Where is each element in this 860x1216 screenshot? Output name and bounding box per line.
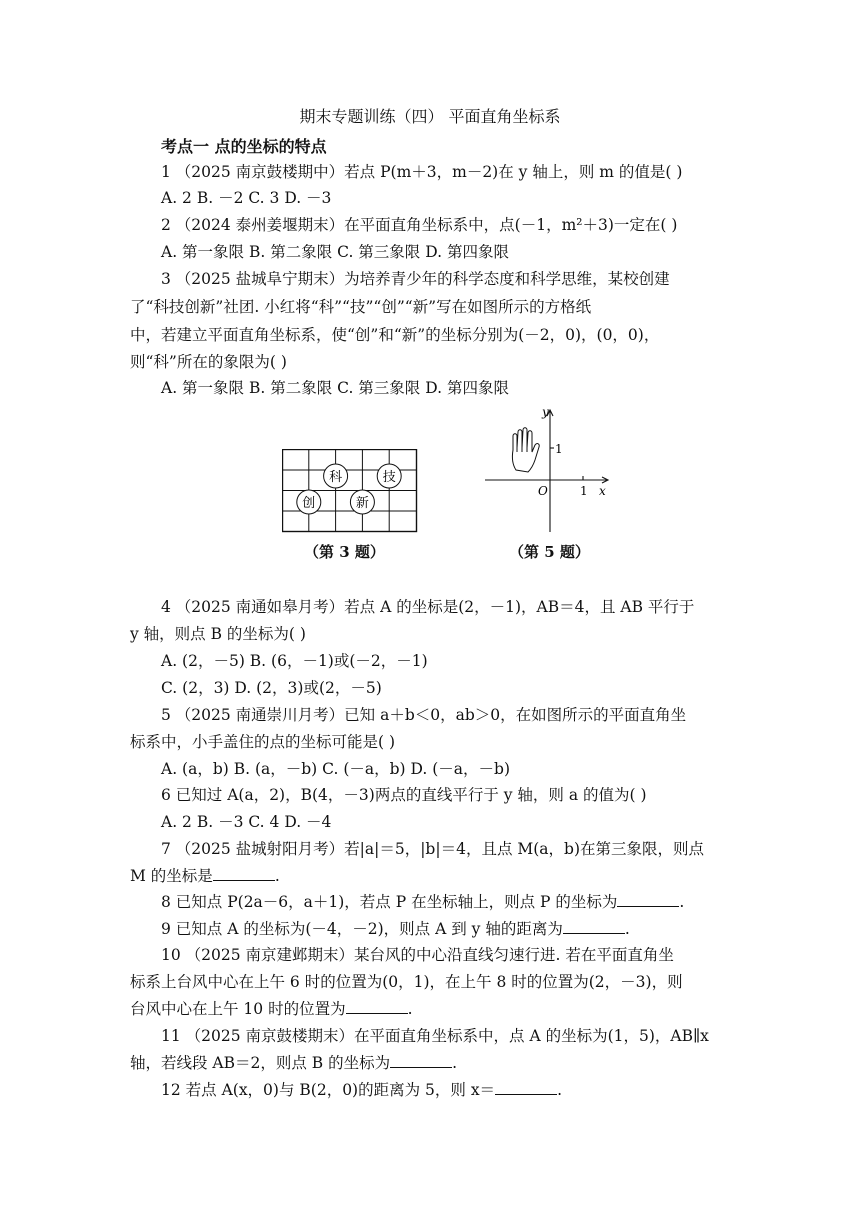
char-ke — [324, 464, 348, 488]
q7-text: M 的坐标是 — [130, 867, 213, 885]
q7-stem-line2 — [130, 865, 280, 887]
char-chuang — [297, 490, 321, 514]
q7-stem-line1: 7 （2025 盐城射阳月考）若|a|＝5，|b|＝4，且点 M(a，b)在第三象限，则点 — [161, 840, 704, 858]
section-heading: 考点一 点的坐标的特点 — [161, 137, 327, 156]
x-axis-label: x — [599, 484, 606, 498]
q8-text: 8 已知点 P(2a－6，a＋1)，若点 P 在坐标轴上，则点 P 的坐标为 — [161, 893, 618, 911]
q3-stem-line4: 则“科”所在的象限为( ) — [130, 353, 287, 371]
q11-answer-blank[interactable] — [390, 1053, 452, 1068]
q11-stem-line2 — [130, 1052, 457, 1074]
x-tick-label: 1 — [580, 484, 588, 498]
svg-text:技: 技 — [382, 470, 396, 485]
q4-stem-line1: 4 （2025 南通如皋月考）若点 A 的坐标是(2，－1)，AB＝4，且 AB 平行于 — [161, 598, 695, 616]
q4-options-row1: A. (2，－5) B. (6，－1)或(－2，－1) — [161, 652, 428, 670]
q12-stem — [161, 1079, 562, 1101]
q5-stem-line1: 5 （2025 南通崇川月考）已知 a＋b＜0，ab＞0，在如图所示的平面直角坐 — [161, 706, 687, 724]
hand-icon — [512, 428, 539, 472]
q5-options: A. (a，b) B. (a，－b) C. (－a，b) D. (－a，－b) — [161, 760, 510, 778]
figure-3-caption: （第 3 题） — [304, 543, 385, 561]
q4-options-row2: C. (2，3) D. (2，3)或(2，－5) — [161, 679, 382, 697]
origin-label: O — [538, 484, 548, 498]
q11-stem-line1: 11 （2025 南京鼓楼期末）在平面直角坐标系中，点 A 的坐标为(1，5)，AB∥x — [161, 1027, 709, 1045]
q3-stem-line2: 了“科技创新”社团. 小红将“科”“技”“创”“新”写在如图所示的方格纸 — [130, 298, 592, 316]
q9-period: . — [624, 920, 630, 938]
q10-stem-line1: 10 （2025 南京建邺期末）某台风的中心沿直线匀速行进. 若在平面直角坐 — [161, 946, 674, 964]
q12-text: 12 若点 A(x，0)与 B(2，0)的距离为 5，则 x＝ — [161, 1081, 496, 1099]
q5-stem-line2: 标系中，小手盖住的点的坐标可能是( ) — [130, 733, 396, 751]
page-title: 期末专题训练（四） 平面直角坐标系 — [299, 107, 561, 126]
svg-text:新: 新 — [355, 496, 369, 511]
q2-stem: 2 （2024 泰州姜堰期末）在平面直角坐标系中，点(－1，m²＋3)一定在( ) — [161, 216, 678, 234]
q3-stem-line3: 中，若建立平面直角坐标系，使“创”和“新”的坐标分别为(－2，0)，(0，0)， — [130, 326, 660, 344]
q7-period: . — [274, 867, 280, 885]
q1-options: A. 2 B. －2 C. 3 D. －3 — [161, 189, 332, 207]
q12-period: . — [557, 1081, 562, 1099]
y-axis-label: y — [542, 405, 549, 419]
figure-3-grid — [282, 449, 418, 533]
q3-options: A. 第一象限 B. 第二象限 C. 第三象限 D. 第四象限 — [161, 379, 509, 397]
q2-options: A. 第一象限 B. 第二象限 C. 第三象限 D. 第四象限 — [161, 243, 509, 261]
q4-stem-line2: y 轴，则点 B 的坐标为( ) — [130, 625, 306, 643]
q10-text: 台风中心在上午 10 时的位置为 — [130, 1000, 346, 1018]
q6-stem: 6 已知过 A(a，2)，B(4，－3)两点的直线平行于 y 轴，则 a 的值为( ) — [161, 786, 647, 804]
q9-answer-blank[interactable] — [563, 919, 625, 934]
char-ji — [377, 464, 401, 488]
q8-stem — [161, 891, 684, 913]
q9-text: 9 已知点 A 的坐标为(－4，－2)，则点 A 到 y 轴的距离为 — [161, 920, 563, 938]
q7-answer-blank[interactable] — [213, 866, 275, 881]
q6-options: A. 2 B. －3 C. 4 D. －4 — [161, 813, 332, 831]
q11-text: 轴，若线段 AB＝2，则点 B 的坐标为 — [130, 1054, 391, 1072]
svg-text:科: 科 — [329, 470, 343, 485]
q11-period: . — [452, 1054, 458, 1072]
q8-period: . — [679, 893, 685, 911]
q10-answer-blank[interactable] — [346, 999, 408, 1014]
q10-period: . — [407, 1000, 413, 1018]
q1-stem: 1 （2025 南京鼓楼期中）若点 P(m＋3，m－2)在 y 轴上，则 m 的值是( ) — [161, 163, 683, 181]
q12-answer-blank[interactable] — [495, 1080, 557, 1095]
figure-5-caption: （第 5 题） — [509, 543, 590, 561]
q10-stem-line3 — [130, 998, 413, 1020]
q8-answer-blank[interactable] — [617, 892, 679, 907]
q10-stem-line2: 标系上台风中心在上午 6 时的位置为(0，1)，在上午 8 时的位置为(2，－3)，则 — [130, 973, 683, 991]
char-xin — [350, 490, 374, 514]
figure-5-axes — [480, 404, 615, 536]
q9-stem — [161, 918, 630, 940]
q3-stem-line1: 3 （2025 盐城阜宁期末）为培养青少年的科学态度和科学思维，某校创建 — [161, 270, 670, 288]
svg-text:创: 创 — [302, 496, 316, 511]
y-tick-label: 1 — [555, 442, 563, 456]
